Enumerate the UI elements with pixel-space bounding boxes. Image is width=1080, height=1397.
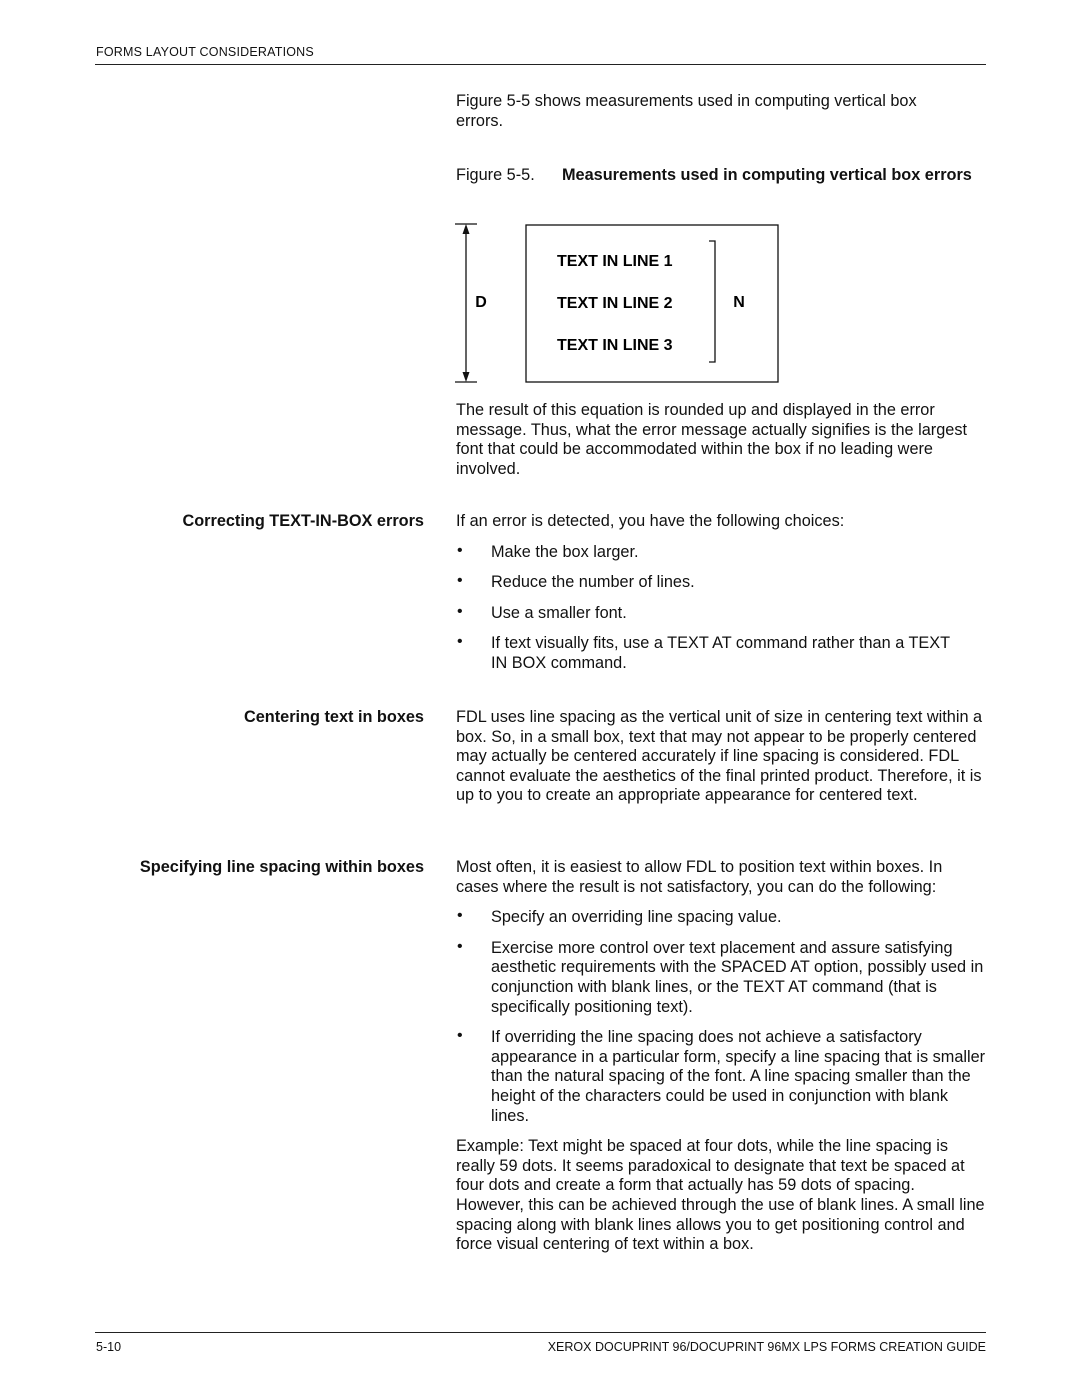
bullet-icon: • (457, 572, 463, 590)
list-item: • Make the box larger. (457, 541, 639, 561)
running-footer (95, 1332, 986, 1354)
heading-centering: Centering text in boxes (243, 708, 424, 726)
text-line-3: TEXT IN LINE 3 (557, 337, 673, 354)
page-number: 5-10 (96, 1340, 122, 1354)
correcting-section (456, 512, 986, 674)
intro-text: Figure 5-5 shows measurements used in computing vertical box errors. (456, 92, 917, 130)
figure-label: Figure 5-5. (456, 166, 535, 184)
text-line-2: TEXT IN LINE 2 (557, 295, 673, 312)
correcting-bullets (456, 543, 986, 674)
bullet-icon: • (457, 633, 463, 651)
centering-text: FDL uses line spacing as the vertical unit of size in centering text within a box. So, in a small box, text that may not appear to be properly centered may actually be centered accurately if line spacing is considered. FDL cannot evaluate the aesthetics of the final printed product. Therefore, it is up to you to create an appropriate appearance for centered text. (456, 708, 983, 805)
d-label: D (475, 294, 487, 311)
list-item: • Reduce the number of lines. (457, 572, 695, 592)
header-section-title: FORMS LAYOUT CONSIDERATIONS (96, 45, 314, 59)
bullet-icon: • (457, 602, 463, 620)
spacing-intro: Most often, it is easiest to allow FDL to position text within boxes. In cases where the result is not satisfactory, you can do the following: (456, 858, 943, 896)
footer-doc-title: XEROX DOCUPRINT 96/DOCUPRINT 96MX LPS FORMS CREATION GUIDE (547, 1340, 986, 1354)
bullet-icon: • (457, 1027, 463, 1045)
list-item: • Exercise more control over text placement and assure satisfying aesthetic requirements with the SPACED AT option, possibly used in conjunction with blank lines, or the TEXT AT command (that is specifically positioning text). (457, 937, 984, 1016)
list-item: • If overriding the line spacing does not achieve a satisfactory appearance in a particular form, specify a line spacing that is smaller than the natural spacing of the font. A line spacing smaller than the height of the characters could be used in conjunction with blank lines. (457, 1027, 986, 1125)
d-arrow-up-icon (463, 224, 470, 234)
figure-title: Measurements used in computing vertical box errors (562, 166, 972, 184)
list-item: • If text visually fits, use a TEXT AT command rather than a TEXT IN BOX command. (457, 633, 950, 672)
heading-spacing: Specifying line spacing within boxes (139, 858, 424, 876)
result-text: The result of this equation is rounded up and displayed in the error message. Thus, what the error message actually signifies is the largest font that could be accommodated within the box if no leading were involved. (456, 401, 967, 478)
heading-correcting: Correcting TEXT-IN-BOX errors (182, 512, 424, 530)
box-measurement-diagram (450, 218, 790, 388)
bullet-icon: • (457, 907, 463, 925)
list-item: • Use a smaller font. (457, 602, 627, 622)
n-label: N (733, 294, 745, 311)
centering-section (456, 708, 986, 806)
spacing-example: Example: Text might be spaced at four dots, while the line spacing is really 59 dots. It seems paradoxical to designate that text be spaced at four dots and create a form that actually has 59 dots of spacing. However, this can be achieved through the use of blank lines. A small line spacing along with blank lines allows you to get positioning control and force visual centering of text within a box. (456, 1137, 985, 1254)
figure-diagram (450, 218, 790, 388)
running-header (95, 44, 986, 65)
n-bracket (709, 241, 715, 362)
text-line-1: TEXT IN LINE 1 (557, 253, 673, 270)
result-paragraph (456, 401, 986, 479)
bullet-icon: • (457, 937, 463, 955)
correcting-intro: If an error is detected, you have the following choices: (456, 512, 845, 530)
spacing-bullets (456, 908, 986, 1126)
bullet-icon: • (457, 541, 463, 559)
list-item: • Specify an overriding line spacing value. (457, 907, 782, 927)
d-arrow-down-icon (463, 372, 470, 382)
intro-paragraph (456, 92, 986, 131)
spacing-section (456, 858, 986, 1255)
